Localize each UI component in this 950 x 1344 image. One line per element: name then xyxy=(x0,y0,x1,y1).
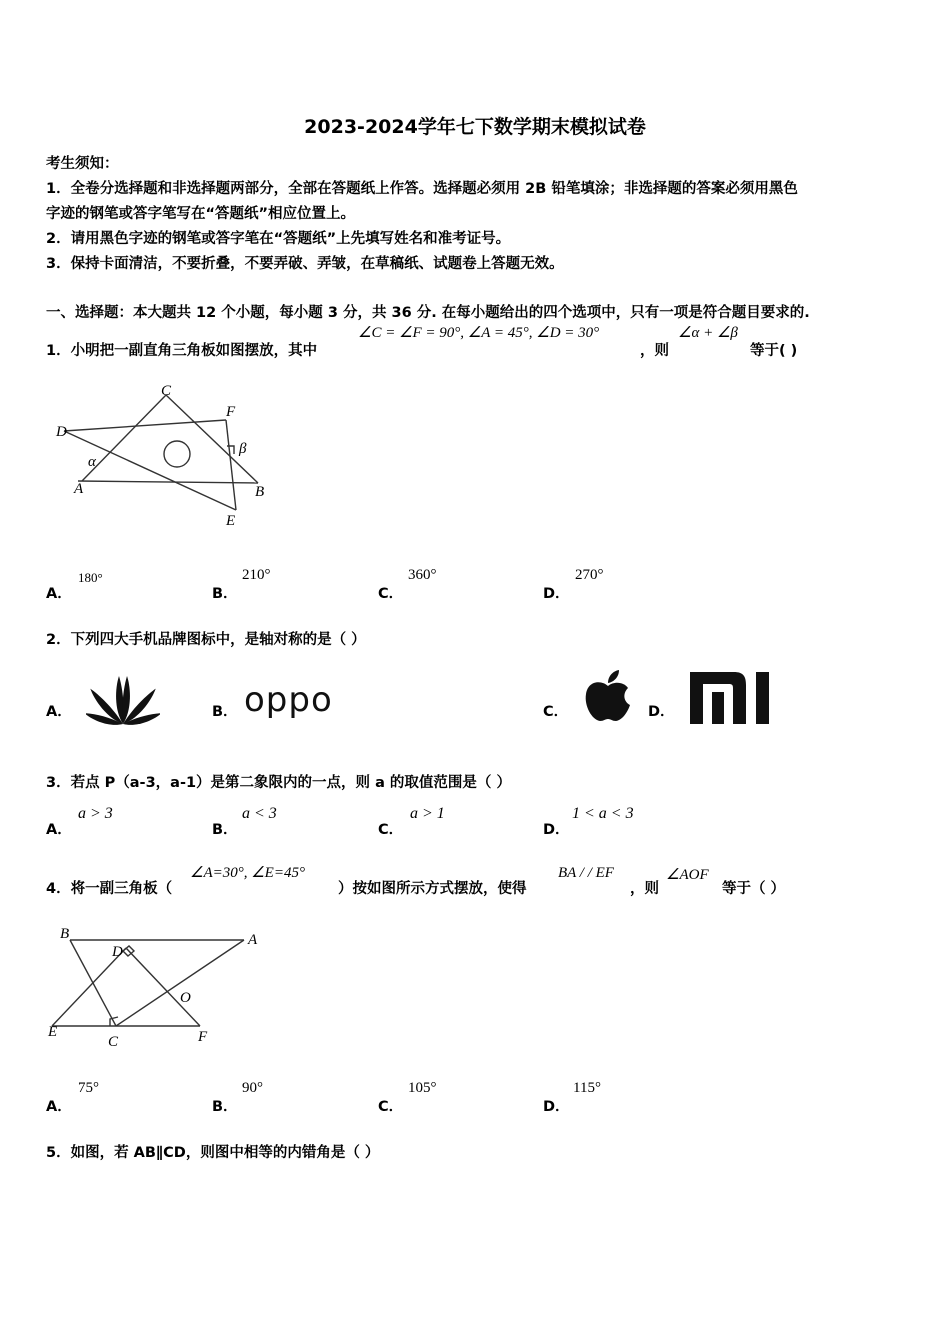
q4-option-a-value: 75° xyxy=(78,1080,99,1096)
q1-option-d-label: D． xyxy=(543,586,570,602)
q1-label-b: B xyxy=(255,484,265,500)
notice-line-3: 3．保持卡面清洁，不要折叠，不要弄破、弄皱，在草稿纸、试题卷上答题无效。 xyxy=(46,256,564,272)
q4-option-c-value: 105° xyxy=(408,1080,437,1096)
q4-option-b-label: B． xyxy=(212,1099,238,1115)
q2-option-b-label: B． xyxy=(212,704,238,720)
huawei-logo-icon xyxy=(86,672,160,728)
q2-stem: 2．下列四大手机品牌图标中，是轴对称的是（ ） xyxy=(46,632,366,648)
oppo-logo-icon: oppo xyxy=(244,680,333,720)
section-heading: 一、选择题：本大题共 12 个小题，每小题 3 分，共 36 分. 在每小题给出的四个选项中，只有一项是符合题目要求的. xyxy=(46,305,810,321)
q4-stem-mid: ）按如图所示方式摆放，使得 xyxy=(338,881,527,897)
q2-option-a-label: A． xyxy=(46,704,72,720)
q4-label-e: E xyxy=(48,1024,58,1040)
q4-label-a: A xyxy=(248,932,258,948)
q4-angle-formula: ∠AOF xyxy=(666,867,709,883)
q1-option-a-label: A． xyxy=(46,586,72,602)
q1-label-a: A xyxy=(74,481,84,497)
q1-label-d: D xyxy=(56,424,67,440)
q3-option-a-label: A． xyxy=(46,822,72,838)
q3-stem: 3．若点 P（a-3，a-1）是第二象限内的一点，则 a 的取值范围是（ ） xyxy=(46,775,511,791)
q3-option-c-label: C． xyxy=(378,822,404,838)
notice-line-2: 2．请用黑色字迹的钢笔或答字笔在“答题纸”上先填写姓名和准考证号。 xyxy=(46,231,511,247)
q3-option-b-value: a < 3 xyxy=(242,805,277,822)
q5-stem: 5．如图，若 AB∥CD，则图中相等的内错角是（ ） xyxy=(46,1145,380,1161)
q4-stem-end: 等于（ ） xyxy=(722,881,786,897)
q4-stem-start: 4．将一副三角板（ xyxy=(46,881,173,897)
q1-stem-mid: ，则 xyxy=(640,343,669,359)
q4-label-o: O xyxy=(180,990,191,1006)
q2-option-d-label: D． xyxy=(648,704,675,720)
q1-triangles-figure xyxy=(48,380,278,530)
notice-line-1b: 字迹的钢笔或答字笔写在“答题纸”相应位置上。 xyxy=(46,206,356,222)
q3-option-d-label: D． xyxy=(543,822,570,838)
q4-stem-then: ，则 xyxy=(630,881,659,897)
q1-label-f: F xyxy=(226,404,236,420)
q3-option-d-value: 1 < a < 3 xyxy=(572,805,634,822)
q1-label-alpha: α xyxy=(88,454,96,470)
q3-option-a-value: a > 3 xyxy=(78,805,113,822)
q1-stem-start: 1．小明把一副直角三角板如图摆放，其中 xyxy=(46,343,318,359)
q1-option-c-value: 360° xyxy=(408,567,437,583)
notice-line-1a: 1．全卷分选择题和非选择题两部分，全部在答题纸上作答。选择题必须用 2B 铅笔填涂；非选择题的答案必须用黑色 xyxy=(46,181,798,197)
q1-option-b-value: 210° xyxy=(242,567,271,583)
q1-label-beta: β xyxy=(239,441,247,457)
q1-option-d-value: 270° xyxy=(575,567,604,583)
q4-option-d-label: D． xyxy=(543,1099,570,1115)
apple-logo-icon xyxy=(582,668,634,724)
mi-logo-icon xyxy=(690,672,776,724)
q4-option-d-value: 115° xyxy=(573,1080,601,1096)
q4-label-c: C xyxy=(108,1034,119,1050)
q1-label-e: E xyxy=(226,513,236,529)
q4-label-b: B xyxy=(60,926,70,942)
q3-option-c-value: a > 1 xyxy=(410,805,445,822)
notice-heading: 考生须知： xyxy=(46,156,119,172)
q4-option-a-label: A． xyxy=(46,1099,72,1115)
q3-option-b-label: B． xyxy=(212,822,238,838)
q4-label-f: F xyxy=(198,1029,208,1045)
q1-condition-formula: ∠C = ∠F = 90°, ∠A = 45°, ∠D = 30° xyxy=(358,325,600,341)
q4-parallel-formula: BA / / EF xyxy=(558,865,614,881)
q1-option-c-label: C． xyxy=(378,586,404,602)
q1-option-b-label: B． xyxy=(212,586,238,602)
q4-option-c-label: C． xyxy=(378,1099,404,1115)
q4-triangles-figure xyxy=(46,920,276,1050)
q1-label-c: C xyxy=(161,383,172,399)
q1-option-a-value: 180° xyxy=(78,570,103,585)
page-title: 2023-2024学年七下数学期末模拟试卷 xyxy=(304,116,646,138)
q4-option-b-value: 90° xyxy=(242,1080,263,1096)
q1-expression: ∠α + ∠β xyxy=(678,325,738,341)
q4-label-d: D xyxy=(112,944,123,960)
q1-stem-end: 等于( ) xyxy=(750,343,798,359)
q2-option-c-label: C． xyxy=(543,704,569,720)
q4-condition-formula: ∠A=30°, ∠E=45° xyxy=(190,865,305,881)
